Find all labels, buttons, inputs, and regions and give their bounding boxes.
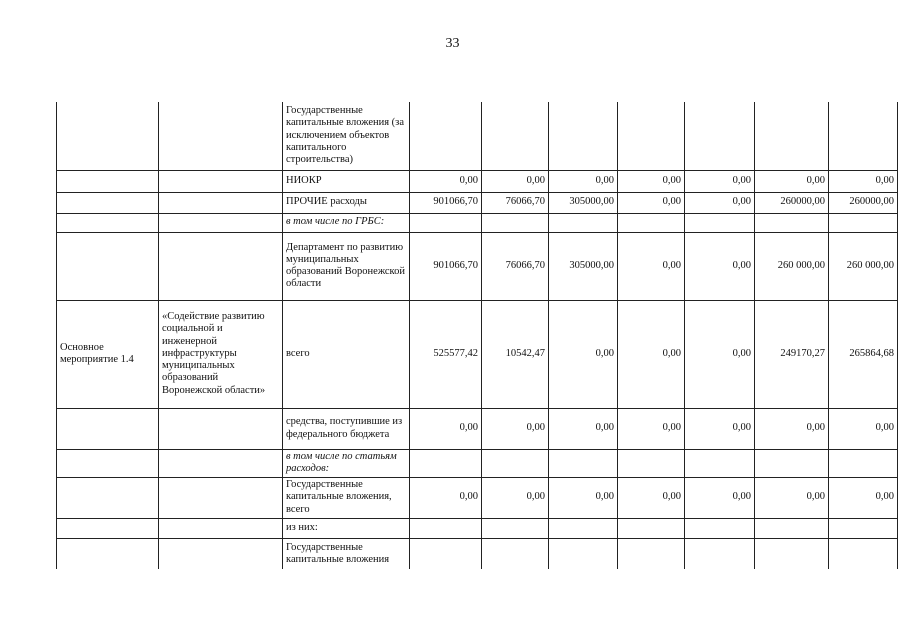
table-row [57,232,898,300]
cell-value [410,213,482,232]
cell-title: «Содействие развитию социальной и инженерной инфраструктуры муниципальных образований Воронежской области» [159,300,283,408]
cell-value: 0,00 [618,408,685,449]
cell-value: 0,00 [618,477,685,518]
cell-value: 0,00 [685,232,755,300]
cell-value [410,538,482,569]
cell-value [685,213,755,232]
cell-title [159,408,283,449]
table-row [57,449,898,477]
cell-value [618,102,685,170]
cell-value [549,538,618,569]
cell-description: средства, поступившие из федерального бюджета [283,408,410,449]
cell-value: 260 000,00 [755,232,829,300]
cell-value: 260000,00 [755,192,829,213]
cell-value: 0,00 [549,300,618,408]
cell-value: 0,00 [685,408,755,449]
cell-activity: Основное мероприятие 1.4 [57,300,159,408]
table-row [57,192,898,213]
cell-activity [57,408,159,449]
table-row [57,102,898,170]
cell-description: Государственные капитальные вложения, всего [283,477,410,518]
cell-activity [57,518,159,538]
table-row [57,213,898,232]
cell-value: 76066,70 [482,192,549,213]
cell-activity [57,538,159,569]
cell-activity [57,102,159,170]
cell-value [755,102,829,170]
table-row [57,300,898,408]
cell-value: 0,00 [685,192,755,213]
cell-title [159,449,283,477]
cell-value [829,538,898,569]
cell-activity [57,477,159,518]
cell-value [410,518,482,538]
cell-description: НИОКР [283,170,410,192]
cell-title [159,213,283,232]
cell-value: 0,00 [482,408,549,449]
cell-value: 0,00 [755,408,829,449]
cell-description: всего [283,300,410,408]
cell-value [618,449,685,477]
cell-value: 76066,70 [482,232,549,300]
cell-value [482,102,549,170]
cell-value [482,518,549,538]
cell-value [685,518,755,538]
cell-activity [57,213,159,232]
cell-value [755,538,829,569]
cell-value: 0,00 [685,300,755,408]
table-row [57,408,898,449]
cell-value [549,449,618,477]
page-number: 33 [445,36,460,51]
cell-value [755,518,829,538]
table-row [57,518,898,538]
cell-value: 0,00 [482,477,549,518]
cell-description: из них: [283,518,410,538]
cell-description: в том числе по ГРБС: [283,213,410,232]
table-row [57,477,898,518]
cell-title [159,192,283,213]
cell-value [829,213,898,232]
cell-value [685,449,755,477]
cell-value [755,213,829,232]
cell-value: 0,00 [829,170,898,192]
table-row [57,538,898,569]
cell-value [755,449,829,477]
cell-value [482,538,549,569]
cell-value: 0,00 [410,408,482,449]
cell-value: 260 000,00 [829,232,898,300]
cell-value: 0,00 [685,170,755,192]
cell-description: Департамент по развитию муниципальных образований Воронежской области [283,232,410,300]
cell-value: 260000,00 [829,192,898,213]
cell-value: 305000,00 [549,232,618,300]
budget-table [56,102,898,569]
cell-title [159,102,283,170]
cell-title [159,477,283,518]
cell-value: 0,00 [410,477,482,518]
cell-value [549,518,618,538]
cell-value [549,213,618,232]
cell-description: в том числе по статьям расходов: [283,449,410,477]
cell-value: 10542,47 [482,300,549,408]
cell-value: 0,00 [685,477,755,518]
cell-value: 265864,68 [829,300,898,408]
cell-value [829,449,898,477]
cell-value: 901066,70 [410,192,482,213]
cell-value: 0,00 [618,170,685,192]
cell-value: 0,00 [482,170,549,192]
cell-value [685,538,755,569]
cell-value [618,213,685,232]
cell-value [549,102,618,170]
cell-title [159,538,283,569]
cell-value [482,213,549,232]
cell-value: 0,00 [755,170,829,192]
cell-value: 0,00 [829,408,898,449]
cell-value: 0,00 [618,232,685,300]
cell-value [410,449,482,477]
cell-value [618,518,685,538]
cell-activity [57,192,159,213]
cell-value: 0,00 [618,300,685,408]
cell-description: Государственные капитальные вложения [283,538,410,569]
cell-value: 0,00 [410,170,482,192]
cell-value: 0,00 [549,170,618,192]
cell-title [159,232,283,300]
cell-title [159,518,283,538]
cell-value: 0,00 [755,477,829,518]
cell-value [482,449,549,477]
cell-description: ПРОЧИЕ расходы [283,192,410,213]
cell-value: 0,00 [618,192,685,213]
cell-value: 0,00 [549,477,618,518]
cell-title [159,170,283,192]
cell-activity [57,449,159,477]
cell-activity [57,170,159,192]
cell-value [685,102,755,170]
cell-value: 0,00 [549,408,618,449]
cell-value [829,518,898,538]
cell-description: Государственные капитальные вложения (за исключением объектов капитального строительства) [283,102,410,170]
table-row [57,170,898,192]
cell-value [618,538,685,569]
cell-value: 525577,42 [410,300,482,408]
cell-value: 901066,70 [410,232,482,300]
cell-value: 305000,00 [549,192,618,213]
cell-value: 0,00 [829,477,898,518]
cell-value [829,102,898,170]
cell-activity [57,232,159,300]
cell-value [410,102,482,170]
cell-value: 249170,27 [755,300,829,408]
